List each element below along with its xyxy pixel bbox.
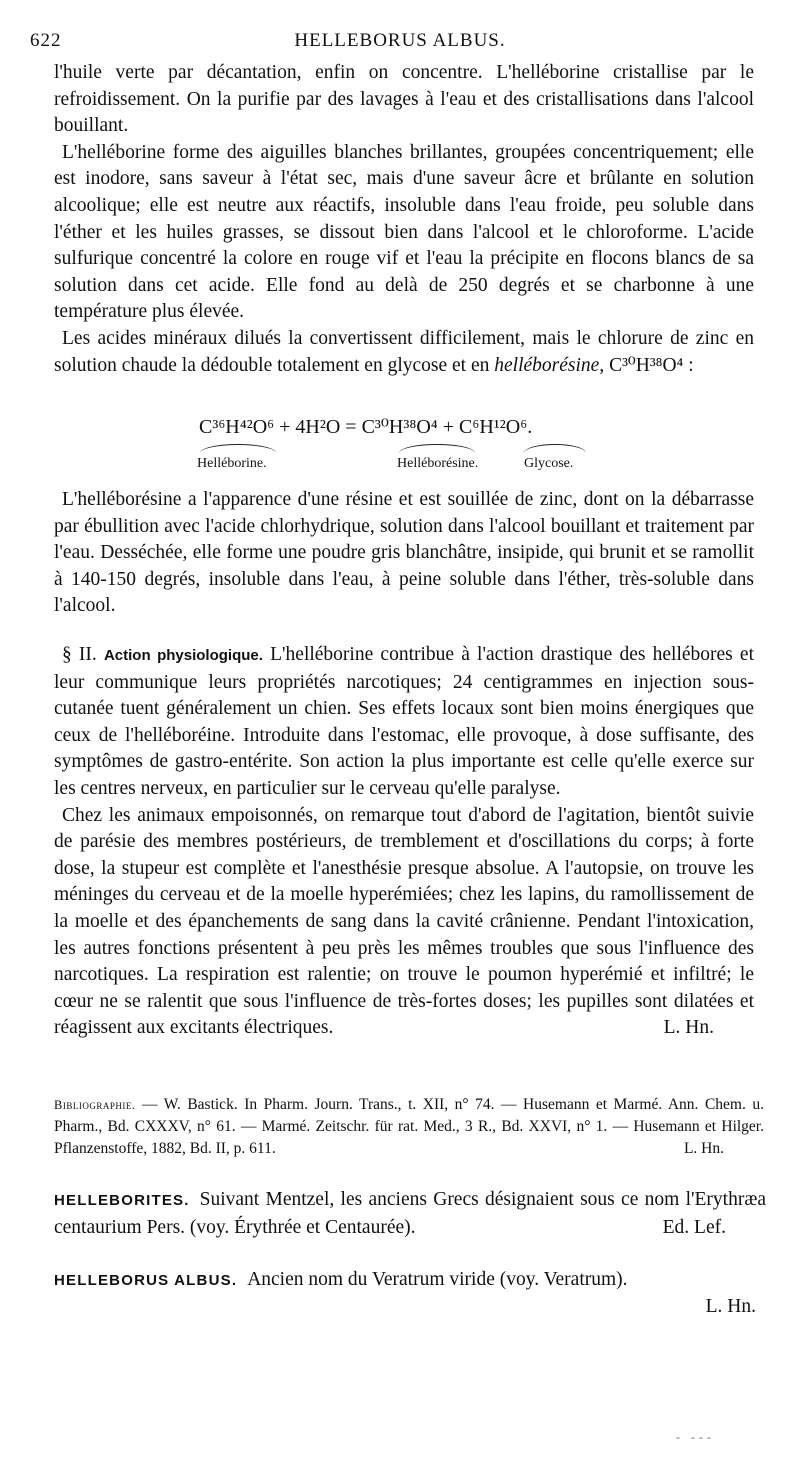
action-text: L'helléborine contribue à l'action drastique des hellébores et leur communique leurs propriétés narcotiques; 24 centigrammes en injection sous-cutanée tuent généralement un chien. Ses effets locaux sont bien moins énergiques que ceux de l'helléboréine. Introduite dans l'estomac, elle provoque, à dose suffisante, des symptômes de gastro-entérite. Son action la plus importante est celle qu'elle exerce sur les centres nerveux, en particulier sur le cerveau qu'elle paralyse. [54,644,754,799]
helleboresine-formula: , C³⁰H³⁸O⁴ : [599,354,694,376]
label-glycose: Glycose. [524,456,574,471]
paragraph-helleboresine: L'helléborésine a l'apparence d'une résine et est souillée de zinc, dont on la débarrasse par ébullition avec l'acide chlorhydrique, solution dans l'alcool bouillant et traitement par l'eau. Desséchée, elle forme une poudre gris blanchâtre, insipide, qui brunit et se ramollit à 140-150 degrés, insoluble dans l'eau, à peine soluble dans l'éther, très-soluble dans l'alcool. [54,489,754,617]
page-number: 622 [30,30,62,51]
author-signature: L. Hn. [663,1017,714,1039]
bibliography-text: — W. Bastick. In Pharm. Journ. Trans., t. XII, n° 74. — Husemann et Marmé. Ann. Chem. u. Pharm., Bd. CXXXV, n° 61. — Marmé. Zeitschr. für rat. Med., 3 R., Bd. XXVI, n° 1. — Husemann et Hilger. Pflanzenstoffe, 1882, Bd. II, p. 611. [54,1096,764,1157]
entry-text: Ancien nom du Veratrum viride (voy. Veratrum). [247,1269,628,1290]
entry-headword: HELLEBORITES. [54,1192,190,1209]
chemical-equation [54,414,754,476]
running-title: HELLEBORUS ALBUS. [294,30,506,51]
helleboresine-term: helléborésine [494,354,600,376]
section-action-physiologique [54,642,754,1042]
bibliography-label: Bibliographie. [54,1098,136,1112]
entry-helleborus-albus [54,1266,766,1317]
entry-signature: L. Hn. [705,1296,756,1317]
entry-headword: HELLEBORUS ALBUS. [54,1272,238,1289]
section-number: § II. [62,644,97,665]
entry-text: Suivant Mentzel, les anciens Grecs désignaient sous ce nom l'Erythræa centaurium Pers. (voy. Érythrée et Centaurée). [54,1189,766,1238]
entry-signature: Ed. Lef. [662,1217,726,1238]
bibliography [54,1094,764,1160]
equation-line: C³⁶H⁴²O⁶ + 4H²O = C³⁰H³⁸O⁴ + C⁶H¹²O⁶. [199,416,533,438]
bibliography-signature: L. Hn. [683,1140,724,1157]
paragraph-action [54,642,754,803]
entry-helleborites [54,1186,766,1241]
paragraph-acids [54,326,754,379]
page-mark: - --- [676,1430,715,1444]
body-block-top [54,60,754,379]
paragraph-properties: L'helléborine forme des aiguilles blanches brillantes, groupées concentriquement; elle est inodore, sans saveur à l'état sec, mais d'une saveur âcre et brûlante en solution alcoolique; elle est neutre aux réactifs, insoluble dans l'eau froide, peu soluble dans l'éther et les huiles grasses, se dissout bien dans l'alcool et le chloroforme. L'acide sulfurique concentré la colore en rouge vif et l'eau la précipite en flocons blancs de sa solution dans cet acide. Elle fond au delà de 250 degrés et se charbonne à une température plus élevée. [54,141,754,323]
label-helleboresine: Helléborésine. [397,456,479,471]
label-helleborine: Helléborine. [197,456,267,471]
animals-text: Chez les animaux empoisonnés, on remarque tout d'abord de l'agitation, bientôt suivie de parésie des membres postérieurs, de tremblement et d'oscillations du corps; à forte dose, la stupeur est complète et l'anesthésie presque absolue. A l'autopsie, on trouve les méninges du cerveau et de la moelle hyperémiées; chez les lapins, du ramollissement de la moelle et des épanchements de sang dans la cavité crânienne. Pendant l'intoxication, les autres fonctions présentent à peu près les mêmes troubles que sous l'influence des narcotiques. La respiration est ralentie; on trouve le poumon hyperémié et infiltré; le cœur ne se ralentit que sous l'influence de très-fortes doses; les pupilles sont dilatées et réagissent aux excitants électriques. [54,804,754,1039]
acids-text: Les acides minéraux dilués la convertissent difficilement, mais le chlorure de zinc en solution chaude la dédouble totalement en glycose et en [54,327,754,376]
brace-helleboresine [399,444,475,453]
section-heading: Action physiologique. [103,647,263,664]
brace-helleborine [200,444,276,453]
paragraph-purification: l'huile verte par décantation, enfin on concentre. L'helléborine cristallise par le refroidissement. On la purifie par des lavages à l'eau et des cristallisations dans l'alcool bouillant. [54,62,754,137]
body-block-resine [54,487,754,620]
running-head [30,30,770,56]
paragraph-animals [54,803,754,1042]
brace-glycose [524,444,586,453]
